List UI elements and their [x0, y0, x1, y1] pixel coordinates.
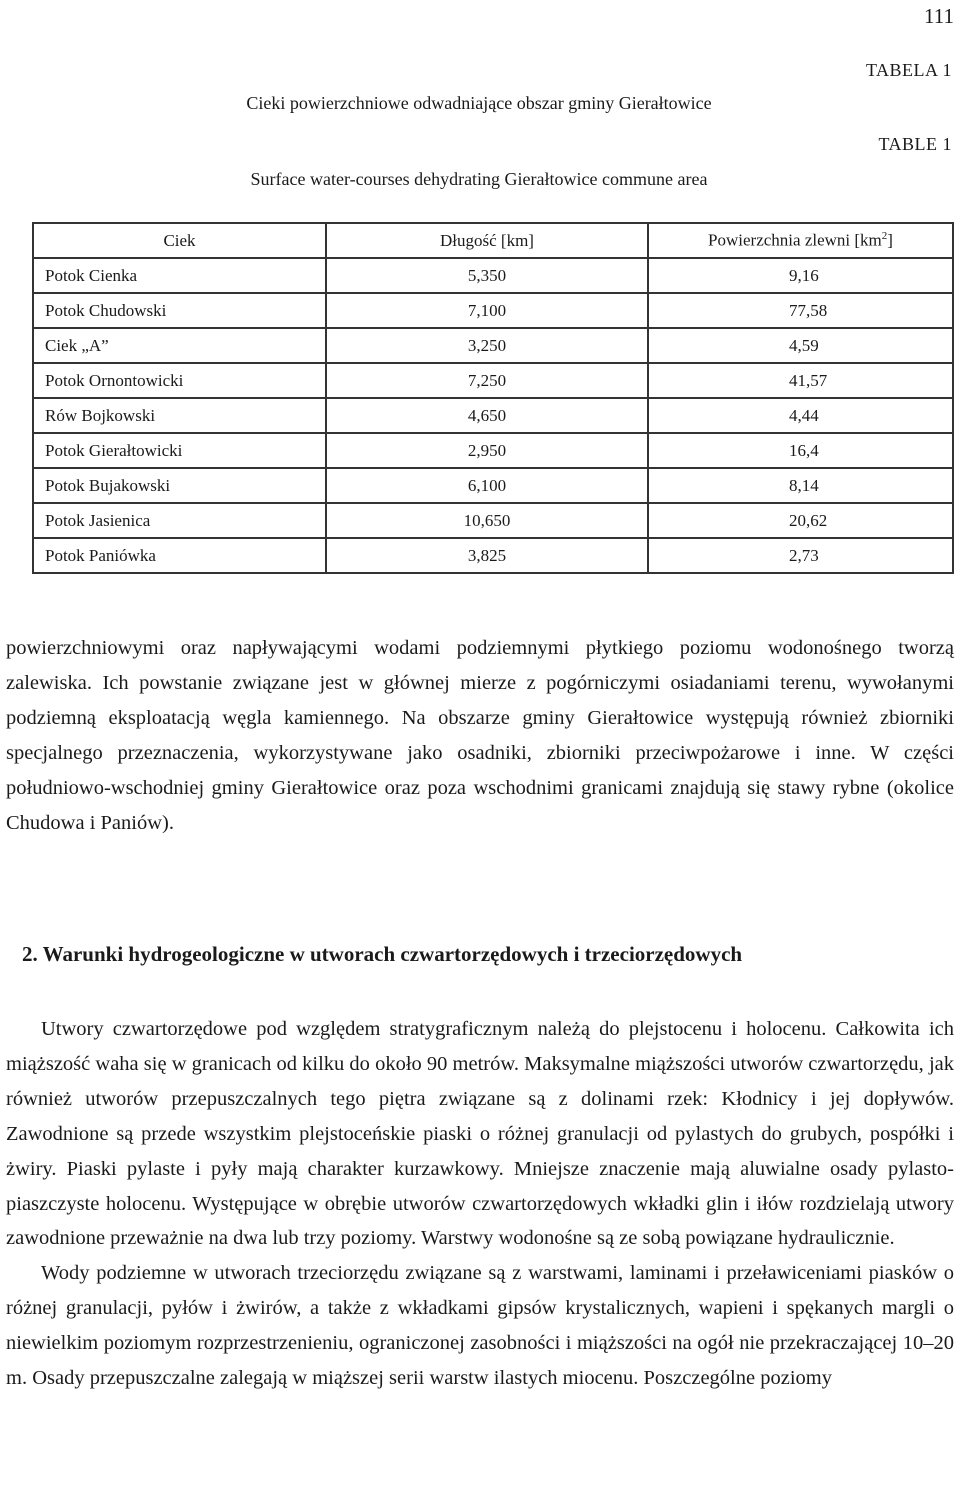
header-area-text: Powierzchnia zlewni [km	[708, 230, 882, 250]
cell-name: Potok Jasienica	[33, 503, 326, 538]
table-row	[33, 503, 953, 538]
cell-area: 8,14	[648, 468, 953, 503]
cell-area: 2,73	[648, 538, 953, 573]
cell-name: Potok Bujakowski	[33, 468, 326, 503]
table-caption-en: Surface water-courses dehydrating Gierałtowice commune area	[250, 169, 708, 189]
cell-length: 3,250	[326, 328, 648, 363]
cell-name: Potok Chudowski	[33, 293, 326, 328]
table-header-row	[33, 223, 953, 258]
header-area-close: ]	[887, 230, 893, 250]
body-text-2	[6, 1012, 954, 1396]
cell-length: 4,650	[326, 398, 648, 433]
cell-length: 7,100	[326, 293, 648, 328]
table-row	[33, 258, 953, 293]
table-row	[33, 433, 953, 468]
header-area-sup: 2	[881, 230, 888, 243]
header-length: Długość [km]	[326, 223, 648, 258]
body-text-1	[6, 631, 954, 840]
cell-length: 6,100	[326, 468, 648, 503]
cell-area: 9,16	[648, 258, 953, 293]
table-row	[33, 468, 953, 503]
cell-length: 2,950	[326, 433, 648, 468]
cell-name: Potok Cienka	[33, 258, 326, 293]
cell-name: Potok Paniówka	[33, 538, 326, 573]
paragraph-1: powierzchniowymi oraz napływającymi wodami podziemnymi płytkiego poziomu wodonośnego tworzą zalewiska. Ich powstanie związane jest w głównej mierze z pogórniczymi osiadaniami terenu, wywołanymi podziemną eksploatacją węgla kamiennego. Na obszarze gminy Gierałtowice występują również zbiorniki specjalnego przeznaczenia, wykorzystywane jako osadniki, zbiorniki przeciwpożarowe i inne. W części południowo-wschodniej gminy Gierałtowice oraz poza wschodnimi granicami znajdują się stawy rybne (okolice Chudowa i Paniów).	[6, 637, 954, 834]
cell-area: 77,58	[648, 293, 953, 328]
cell-name: Potok Ornontowicki	[33, 363, 326, 398]
header-area	[648, 223, 953, 258]
table-row	[33, 293, 953, 328]
cell-area: 16,4	[648, 433, 953, 468]
cell-area: 41,57	[648, 363, 953, 398]
page-number: 111	[924, 4, 954, 28]
cell-area: 20,62	[648, 503, 953, 538]
table-label-en: TABLE 1	[878, 134, 952, 154]
table-row	[33, 363, 953, 398]
table-row	[33, 328, 953, 363]
table-caption-pl: Cieki powierzchniowe odwadniające obszar gminy Gierałtowice	[246, 93, 712, 113]
cell-name: Potok Gierałtowicki	[33, 433, 326, 468]
water-courses-table	[32, 222, 954, 574]
cell-length: 7,250	[326, 363, 648, 398]
cell-name: Ciek „A”	[33, 328, 326, 363]
table-row	[33, 538, 953, 573]
section-heading: 2. Warunki hydrogeologiczne w utworach czwartorzędowych i trzeciorzędowych	[22, 942, 743, 966]
paragraph-2: Utwory czwartorzędowe pod względem stratygraficznym należą do plejstocenu i holocenu. Całkowita ich miąższość waha się w granicach od kilku do około 90 metrów. Maksymalne miąższości utworów czwartorzędu, jak również utworów przepuszczalnych tego piętra związane są z dolinami rzek: Kłodnicy i jej dopływów. Zawodnione są przede wszystkim plejstoceńskie piaski o różnej granulacji od pylastych do grubych, pospółki i żwiry. Piaski pylaste i pyły mają charakter kurzawkowy. Mniejsze znaczenie mają aluwialne osady pylasto-piaszczyste holocenu. Występujące w obrębie utworów czwartorzędowych wkładki glin i iłów rozdzielają utwory zawodnione przeważnie na dwa lub trzy poziomy. Warstwy wodonośne są ze sobą powiązane hydraulicznie.	[6, 1018, 954, 1250]
cell-area: 4,44	[648, 398, 953, 433]
paragraph-3: Wody podziemne w utworach trzeciorzędu związane są z warstwami, laminami i przeławiceniami piasków o różnej granulacji, pyłów i żwirów, a także z wkładkami gipsów krystalicznych, wapieni i spękanych margli o niewielkim poziomym rozprzestrzenieniu, ograniczonej zasobności i miąższości na ogół nie przekraczającej 10–20 m. Osady przepuszczalne zalegają w miąższej serii warstw ilastych miocenu. Poszczególne poziomy	[6, 1262, 954, 1390]
cell-length: 3,825	[326, 538, 648, 573]
cell-area: 4,59	[648, 328, 953, 363]
header-name: Ciek	[33, 223, 326, 258]
cell-length: 10,650	[326, 503, 648, 538]
table-row	[33, 398, 953, 433]
cell-name: Rów Bojkowski	[33, 398, 326, 433]
table-label-pl: TABELA 1	[865, 60, 952, 80]
cell-length: 5,350	[326, 258, 648, 293]
